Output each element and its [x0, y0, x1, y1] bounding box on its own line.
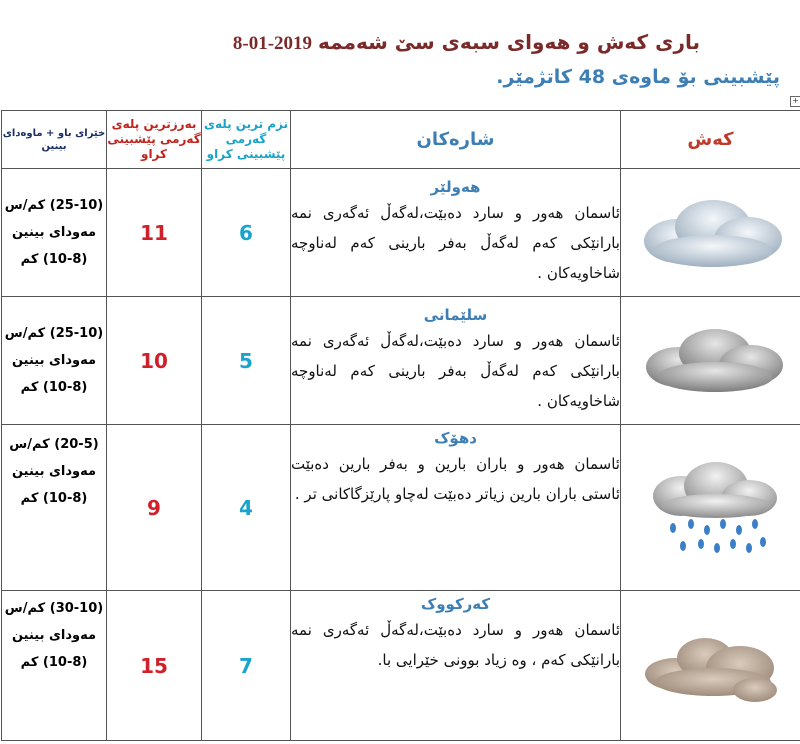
table-anchor-icon[interactable]: +: [790, 96, 800, 107]
wind-visibility-cell: [2, 425, 107, 591]
max-temp: 9: [107, 425, 202, 591]
max-temp: 11: [107, 169, 202, 297]
wind-speed: (25-10) کم/س: [4, 326, 104, 341]
weather-description: ئاسمان هەور و سارد دەبێت،لەگەڵ ئەگەری نمە بارانێکی کەم ، وە زیاد بوونی خێرایی با.: [291, 621, 620, 669]
max-temp: 10: [107, 297, 202, 425]
forecast-table: [1, 110, 800, 741]
wind-visibility-cell: [2, 169, 107, 297]
header-wind: خێرای باو + ماوەدای بینین: [2, 111, 107, 169]
visibility-label: مەودای بینین: [11, 225, 97, 240]
city-name: هەولێر: [430, 177, 481, 196]
header-cities: شارەکان: [291, 111, 621, 169]
city-name: دهۆک: [434, 429, 477, 447]
header-min-temp: نزم ترین پلەی گەرمی پێشبینی کراو: [202, 111, 291, 169]
visibility-label: مەودای بینین: [11, 628, 97, 643]
city-name: کەرکووک: [420, 595, 491, 613]
cloud-icon: [633, 191, 789, 275]
min-temp: 5: [202, 297, 291, 425]
min-temp: 6: [202, 169, 291, 297]
weather-description: ئاسمان هەور و سارد دەبێت،لەگەڵ ئەگەری نمە بارانێکی کەم لەگەڵ بەفر بارینی کەم لەناوچە شاخاویەکان .: [291, 331, 620, 410]
city-cell: [291, 591, 621, 741]
header-weather: کەش: [621, 111, 800, 169]
visibility-value: (10-8) کم: [20, 491, 88, 506]
weather-icon-cell: [621, 425, 800, 591]
page-subtitle: پێشبینی بۆ ماوەی 48 کاتژمێر.: [496, 66, 780, 88]
page-title: [160, 30, 700, 55]
visibility-value: (10-8) کم: [20, 380, 88, 395]
table-row: [2, 169, 800, 297]
wind-speed: (25-10) کم/س: [4, 198, 104, 213]
table-header-row: [2, 111, 800, 169]
min-temp: 7: [202, 591, 291, 741]
forecast-date: 2019-01-8: [232, 33, 313, 54]
weather-description: ئاسمان هەور و سارد دەبێت،لەگەڵ ئەگەری نمە بارانێکی کەم لەگەڵ بەفر بارینی کەم لەناوچە شاخاویەکان .: [291, 203, 620, 282]
weather-icon-cell: [621, 297, 800, 425]
rain-cloud-icon: [641, 458, 781, 558]
table-row: [2, 425, 800, 591]
city-cell: [291, 297, 621, 425]
weather-description: ئاسمان هەور و باران بارین و بەفر بارین دەبێت ئاستی باران بارین زیاتر دەبێت لەچاو پارێزگاکانی تر .: [291, 455, 620, 503]
visibility-label: مەودای بینین: [11, 353, 97, 368]
weather-icon-cell: [621, 591, 800, 741]
title-text: باری کەش و هەوای سبەی سێ شەممە: [318, 30, 700, 54]
header-max-temp: بەرزترین پلەی گەرمی پێشبینی کراو: [107, 111, 202, 169]
visibility-value: (10-8) کم: [20, 655, 88, 670]
gray-cloud-icon: [633, 319, 789, 403]
city-cell: [291, 425, 621, 591]
dust-cloud-icon: [635, 618, 787, 714]
visibility-value: (10-8) کم: [20, 252, 88, 267]
table-row: [2, 297, 800, 425]
wind-speed: (20-5) کم/س: [9, 437, 99, 452]
wind-speed: (30-10) کم/س: [4, 601, 104, 616]
min-temp: 4: [202, 425, 291, 591]
city-name: سلێمانی: [423, 305, 488, 324]
wind-visibility-cell: [2, 297, 107, 425]
table-row: [2, 591, 800, 741]
wind-visibility-cell: [2, 591, 107, 741]
city-cell: [291, 169, 621, 297]
weather-icon-cell: [621, 169, 800, 297]
max-temp: 15: [107, 591, 202, 741]
visibility-label: مەودای بینین: [11, 464, 97, 479]
